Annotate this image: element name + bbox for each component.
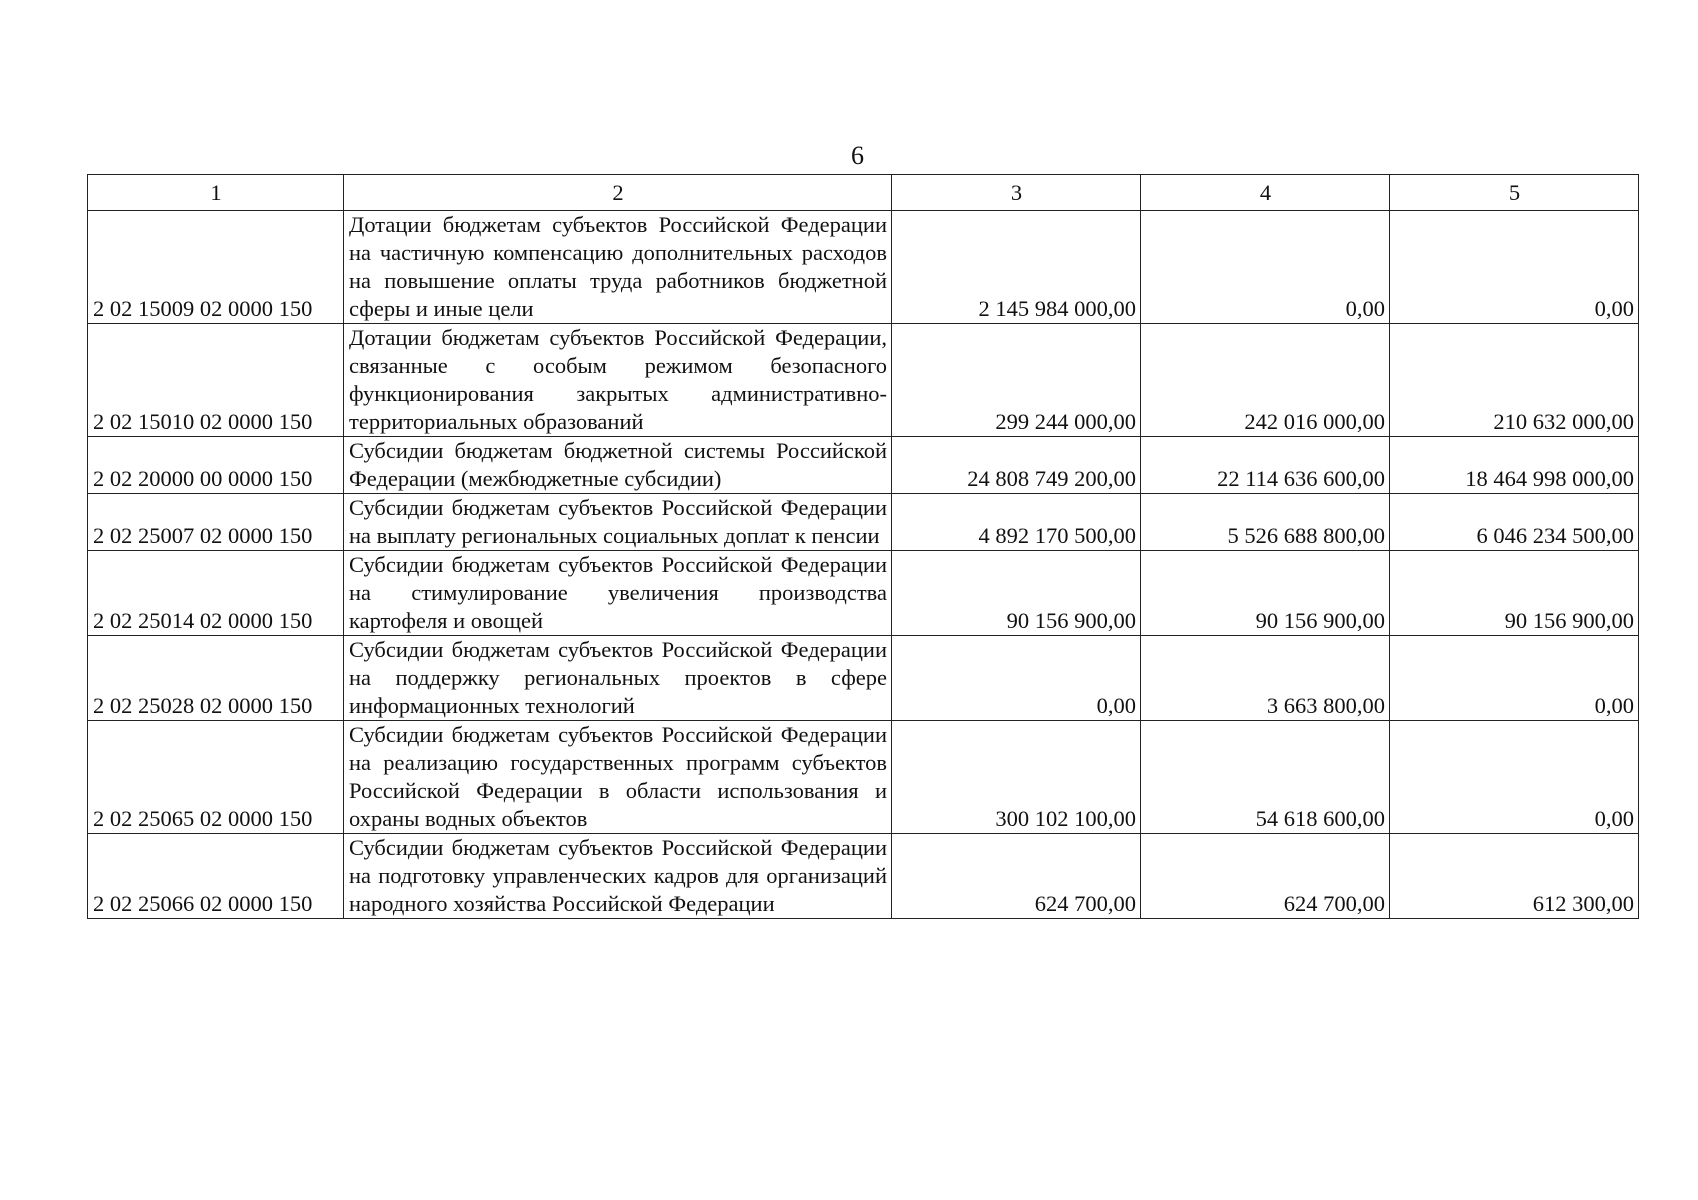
income-name: Субсидии бюджетам субъектов Российской Федерации на подготовку управленческих кадров для организаций народного хозяйства Российской Федерации xyxy=(344,834,892,919)
budget-code: 2 02 25014 02 0000 150 xyxy=(88,551,344,636)
amount-col4: 624 700,00 xyxy=(1141,834,1390,919)
budget-table xyxy=(87,174,1639,919)
income-name: Субсидии бюджетам субъектов Российской Федерации на поддержку региональных проектов в сфере информационных технологий xyxy=(344,636,892,721)
amount-col3: 2 145 984 000,00 xyxy=(892,211,1141,324)
amount-col3: 90 156 900,00 xyxy=(892,551,1141,636)
income-name: Субсидии бюджетам субъектов Российской Федерации на реализацию государственных программ субъектов Российской Федерации в области использования и охраны водных объектов xyxy=(344,721,892,834)
amount-col3: 624 700,00 xyxy=(892,834,1141,919)
budget-code: 2 02 25007 02 0000 150 xyxy=(88,494,344,551)
income-name: Субсидии бюджетам бюджетной системы Российской Федерации (межбюджетные субсидии) xyxy=(344,437,892,494)
amount-col5: 210 632 000,00 xyxy=(1390,324,1639,437)
amount-col5: 6 046 234 500,00 xyxy=(1390,494,1639,551)
column-number-row xyxy=(88,175,1639,211)
amount-col4: 3 663 800,00 xyxy=(1141,636,1390,721)
table-row xyxy=(88,211,1639,324)
amount-col5: 0,00 xyxy=(1390,721,1639,834)
amount-col4: 0,00 xyxy=(1141,211,1390,324)
budget-code: 2 02 25028 02 0000 150 xyxy=(88,636,344,721)
income-name: Дотации бюджетам субъектов Российской Федерации на частичную компенсацию дополнительных расходов на повышение оплаты труда работников бюджетной сферы и иные цели xyxy=(344,211,892,324)
amount-col4: 54 618 600,00 xyxy=(1141,721,1390,834)
column-header-2: 2 xyxy=(344,175,892,211)
budget-code: 2 02 20000 00 0000 150 xyxy=(88,437,344,494)
amount-col4: 22 114 636 600,00 xyxy=(1141,437,1390,494)
table-row xyxy=(88,636,1639,721)
amount-col5: 612 300,00 xyxy=(1390,834,1639,919)
page-number: 6 xyxy=(851,141,864,170)
column-header-5: 5 xyxy=(1390,175,1639,211)
amount-col5: 0,00 xyxy=(1390,636,1639,721)
amount-col4: 90 156 900,00 xyxy=(1141,551,1390,636)
table-row xyxy=(88,834,1639,919)
table-row xyxy=(88,721,1639,834)
table-row xyxy=(88,494,1639,551)
amount-col3: 300 102 100,00 xyxy=(892,721,1141,834)
amount-col5: 0,00 xyxy=(1390,211,1639,324)
amount-col3: 4 892 170 500,00 xyxy=(892,494,1141,551)
amount-col5: 90 156 900,00 xyxy=(1390,551,1639,636)
income-name: Субсидии бюджетам субъектов Российской Федерации на выплату региональных социальных доплат к пенсии xyxy=(344,494,892,551)
amount-col5: 18 464 998 000,00 xyxy=(1390,437,1639,494)
amount-col4: 242 016 000,00 xyxy=(1141,324,1390,437)
amount-col3: 299 244 000,00 xyxy=(892,324,1141,437)
budget-code: 2 02 25065 02 0000 150 xyxy=(88,721,344,834)
budget-code: 2 02 15009 02 0000 150 xyxy=(88,211,344,324)
budget-code: 2 02 15010 02 0000 150 xyxy=(88,324,344,437)
income-name: Дотации бюджетам субъектов Российской Федерации, связанные с особым режимом безопасного функционирования закрытых административно-территориальных образований xyxy=(344,324,892,437)
budget-code: 2 02 25066 02 0000 150 xyxy=(88,834,344,919)
column-header-1: 1 xyxy=(88,175,344,211)
income-name: Субсидии бюджетам субъектов Российской Федерации на стимулирование увеличения производства картофеля и овощей xyxy=(344,551,892,636)
table-row xyxy=(88,324,1639,437)
table-row xyxy=(88,551,1639,636)
amount-col4: 5 526 688 800,00 xyxy=(1141,494,1390,551)
table-row xyxy=(88,437,1639,494)
amount-col3: 24 808 749 200,00 xyxy=(892,437,1141,494)
column-header-3: 3 xyxy=(892,175,1141,211)
amount-col3: 0,00 xyxy=(892,636,1141,721)
column-header-4: 4 xyxy=(1141,175,1390,211)
